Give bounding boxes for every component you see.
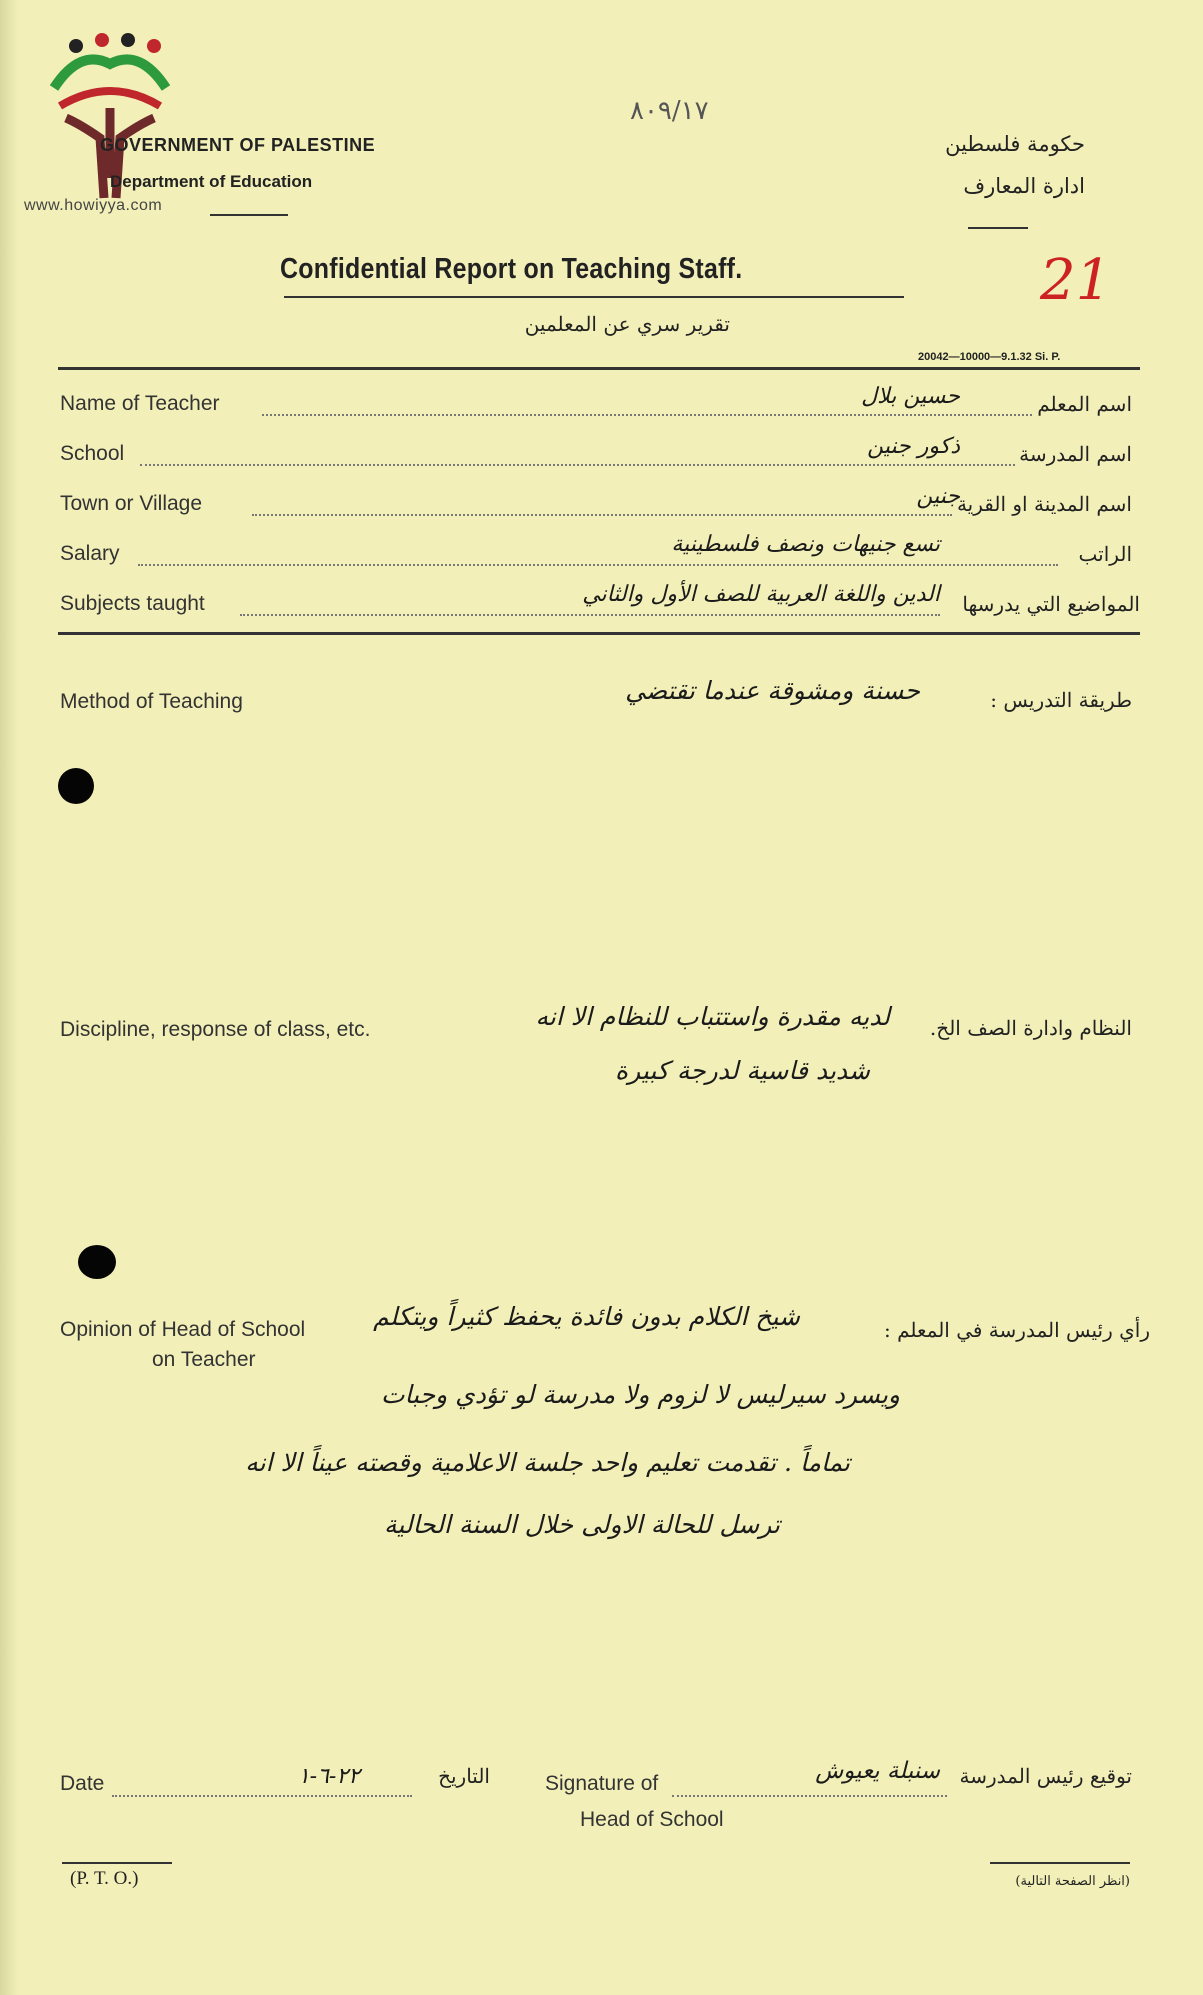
field-label-en: School — [60, 442, 125, 465]
top-form-rule — [58, 367, 1140, 370]
field-label-en: Town or Village — [60, 492, 203, 515]
discipline-line: شديد قاسية لدرجة كبيرة — [614, 1056, 870, 1085]
discipline-label-ar: النظام وادارة الصف الخ. — [929, 1016, 1132, 1040]
opinion-line: تماماً . تقدمت تعليم واحد جلسة الاعلامية وقصته عيناً الا انه — [245, 1448, 850, 1477]
field-label-ar: الراتب — [1078, 542, 1132, 566]
field-value: ذكور جنين — [867, 434, 960, 459]
field-label-ar: اسم المعلم — [1037, 392, 1132, 416]
watermark-url: www.howiyya.com — [24, 197, 163, 214]
opinion-label-en-2: on Teacher — [152, 1348, 256, 1371]
opinion-line: شيخ الكلام بدون فائدة يحفظ كثيراً ويتكلم — [373, 1302, 800, 1331]
method-label-ar: طريقة التدريس : — [990, 688, 1132, 712]
field-label-en: Subjects taught — [60, 592, 205, 615]
opinion-label-en: Opinion of Head of School — [60, 1318, 306, 1341]
signature-value: سنبلة يعيوش — [815, 1758, 940, 1784]
department-title-en: Department of Education — [110, 172, 313, 191]
discipline-line: لديه مقدرة واستتباب للنظام الا انه — [535, 1002, 890, 1031]
opinion-line: ويسرد سيرليس لا لزوم ولا مدرسة لو تؤدي وجبات — [381, 1380, 900, 1409]
file-number: ٨٠٩/١٧ — [630, 96, 709, 126]
signature-label-en: Signature of — [545, 1772, 659, 1795]
date-dotted-line — [112, 1795, 412, 1797]
field-value: جنين — [916, 484, 960, 509]
header-rule-right — [968, 227, 1028, 229]
date-value: ٢٢-٦-١ — [297, 1764, 360, 1789]
red-pencil-mark: 21 — [1040, 248, 1112, 313]
bottom-form-rule — [58, 632, 1140, 635]
government-title-ar: حكومة فلسطين — [945, 132, 1085, 156]
field-dotted-line — [240, 614, 940, 616]
punch-hole — [58, 768, 94, 804]
signature-dotted-line — [672, 1795, 947, 1797]
field-label-en: Salary — [60, 542, 120, 565]
department-title-ar: ادارة المعارف — [963, 174, 1085, 198]
discipline-label-en: Discipline, response of class, etc. — [60, 1018, 371, 1041]
date-label-en: Date — [60, 1772, 105, 1795]
header-rule-left — [210, 214, 288, 216]
pto-note-ar: (انظر الصفحة التالية) — [1015, 1874, 1130, 1889]
field-label-ar: المواضيع التي يدرسها — [962, 592, 1140, 616]
government-title-en: GOVERNMENT OF PALESTINE — [100, 135, 376, 155]
report-title-en: Confidential Report on Teaching Staff. — [280, 253, 743, 285]
pto-rule — [62, 1862, 172, 1864]
signature-label-en-2: Head of School — [580, 1808, 724, 1831]
field-label-en: Name of Teacher — [60, 392, 220, 415]
method-label-en: Method of Teaching — [60, 690, 243, 713]
print-reference: 20042—10000—9.1.32 Si. P. — [918, 351, 1061, 363]
pto-ar-rule — [990, 1862, 1130, 1864]
punch-hole — [78, 1245, 116, 1279]
field-value: الدين واللغة العربية للصف الأول والثاني — [582, 582, 940, 607]
report-title-ar: تقرير سري عن المعلمين — [524, 312, 730, 336]
method-value: حسنة ومشوقة عندما تقتضي — [625, 676, 920, 705]
field-label-ar: اسم المدرسة — [1019, 442, 1132, 466]
pto-note-en: (P. T. O.) — [70, 1868, 139, 1889]
title-underline — [284, 296, 904, 298]
date-label-ar: التاريخ — [438, 1764, 490, 1788]
field-value: تسع جنيهات ونصف فلسطينية — [671, 532, 940, 557]
field-label-ar: اسم المدينة او القرية — [956, 492, 1132, 516]
signature-label-ar: توقيع رئيس المدرسة — [959, 1764, 1132, 1788]
field-value: حسين بلال — [861, 384, 960, 409]
opinion-label-ar: رأي رئيس المدرسة في المعلم : — [883, 1318, 1150, 1342]
opinion-line: ترسل للحالة الاولى خلال السنة الحالية — [384, 1510, 780, 1539]
